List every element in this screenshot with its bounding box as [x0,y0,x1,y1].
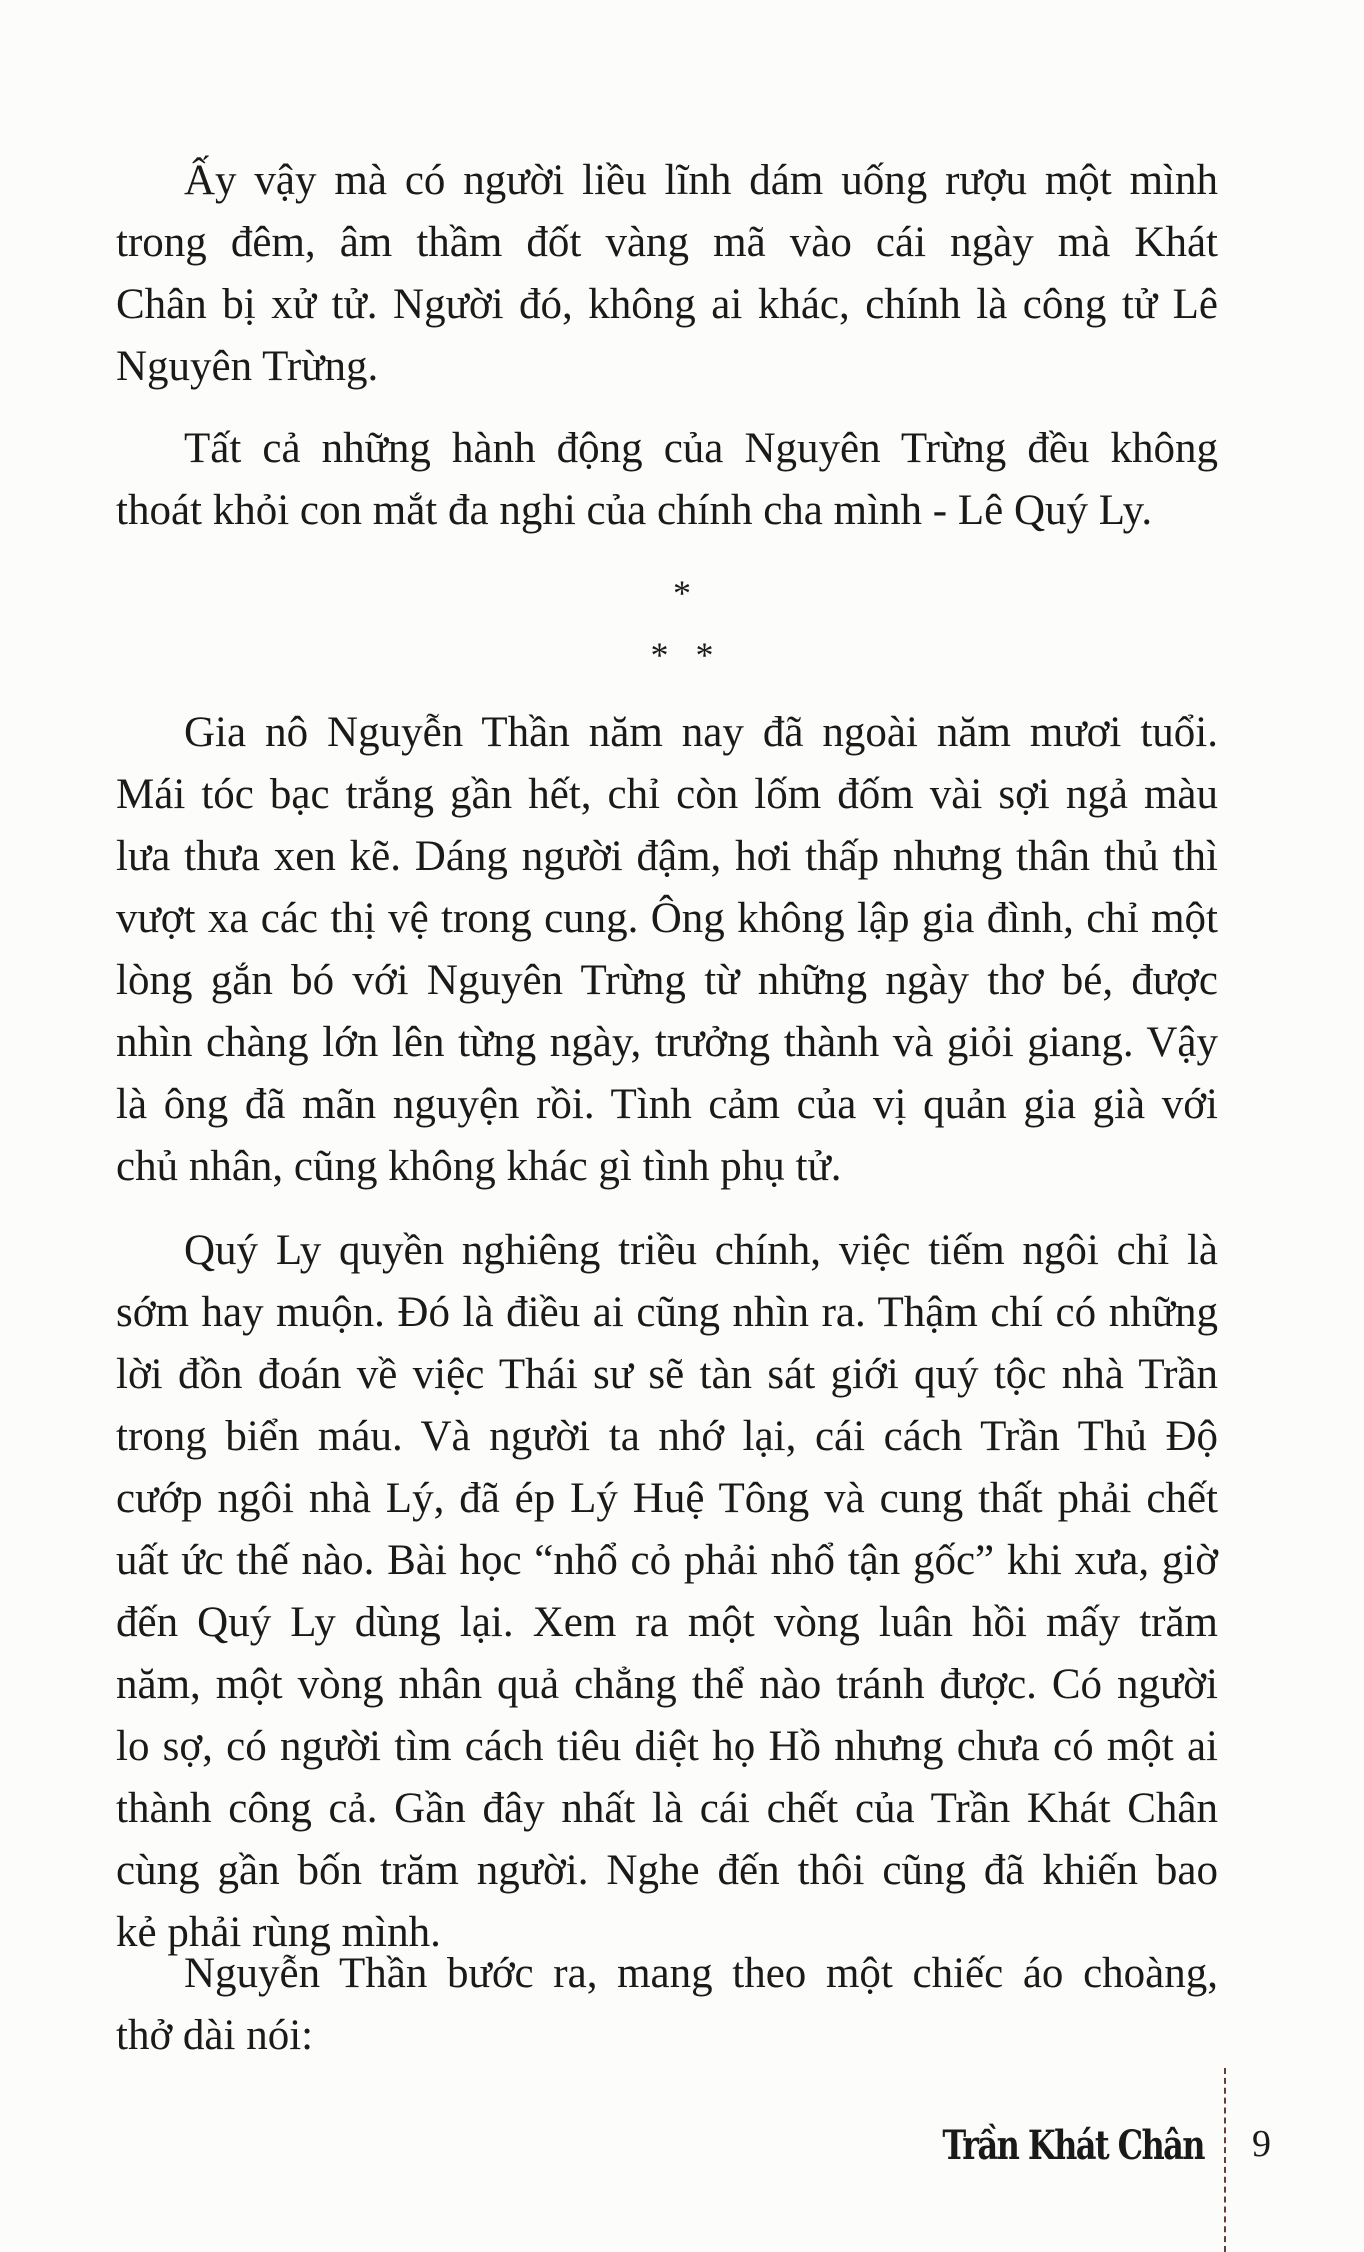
text-line: nhìn chàng lớn lên từng ngày, trưởng thành và giỏi giang. Vậy [116,1019,1218,1066]
text-line: chủ nhân, cũng không khác gì tình phụ tử. [116,1143,842,1190]
text-line: lo sợ, có người tìm cách tiêu diệt họ Hồ nhưng chưa có một ai [116,1723,1218,1770]
text-line: Nguyễn Thần bước ra, mang theo một chiếc áo choàng, [184,1950,1218,1997]
text-line: thành công cả. Gần đây nhất là cái chết của Trần Khát Chân [116,1785,1218,1832]
text-line: Mái tóc bạc trắng gần hết, chỉ còn lốm đốm vài sợi ngả màu [116,771,1218,818]
paragraph-1 [116,150,1218,398]
paragraph-2 [116,418,1218,542]
text-line: lòng gắn bó với Nguyên Trừng từ những ngày thơ bé, được [116,957,1218,1004]
running-footer-title: Trần Khát Chân [942,2122,1204,2169]
text-line: là ông đã mãn nguyện rồi. Tình cảm của vị quản gia già với [116,1081,1218,1128]
text-line: Gia nô Nguyễn Thần năm nay đã ngoài năm mươi tuổi. [184,709,1218,756]
section-break-bottom: * * [650,635,714,675]
text-line: thoát khỏi con mắt đa nghi của chính cha mình - Lê Quý Ly. [116,487,1153,534]
section-break-top: * [673,573,691,613]
page-number: 9 [1252,2123,1271,2165]
text-line: sớm hay muộn. Đó là điều ai cũng nhìn ra. Thậm chí có những [116,1289,1218,1336]
text-line: vượt xa các thị vệ trong cung. Ông không lập gia đình, chỉ một [116,895,1218,942]
text-line: cướp ngôi nhà Lý, đã ép Lý Huệ Tông và cung thất phải chết [116,1475,1218,1522]
text-line: kẻ phải rùng mình. [116,1909,441,1956]
text-line: lưa thưa xen kẽ. Dáng người đậm, hơi thấp nhưng thân thủ thì [116,833,1218,880]
text-line: đến Quý Ly dùng lại. Xem ra một vòng luân hồi mấy trăm [116,1599,1218,1646]
text-line: Chân bị xử tử. Người đó, không ai khác, chính là công tử Lê [116,281,1218,328]
paragraph-3 [116,702,1218,1198]
text-line: Tất cả những hành động của Nguyên Trừng đều không [184,425,1218,472]
text-line: trong biển máu. Và người ta nhớ lại, cái cách Trần Thủ Độ [116,1413,1218,1460]
text-line: lời đồn đoán về việc Thái sư sẽ tàn sát giới quý tộc nhà Trần [116,1351,1218,1398]
text-line: Ấy vậy mà có người liều lĩnh dám uống rượu một mình [184,157,1218,204]
paragraph-4 [116,1220,1218,1964]
text-line: cùng gần bốn trăm người. Nghe đến thôi cũng đã khiến bao [116,1847,1218,1894]
paragraph-5 [116,1943,1218,2067]
text-line: trong đêm, âm thầm đốt vàng mã vào cái ngày mà Khát [116,219,1218,266]
text-line: năm, một vòng nhân quả chẳng thể nào tránh được. Có người [116,1661,1218,1708]
text-line: Quý Ly quyền nghiêng triều chính, việc tiếm ngôi chỉ là [184,1227,1218,1274]
text-line: Nguyên Trừng. [116,343,379,390]
text-line: uất ức thế nào. Bài học “nhổ cỏ phải nhổ tận gốc” khi xưa, giờ [116,1537,1218,1584]
text-line: thở dài nói: [116,2012,314,2059]
footer-divider [1224,2068,1226,2252]
